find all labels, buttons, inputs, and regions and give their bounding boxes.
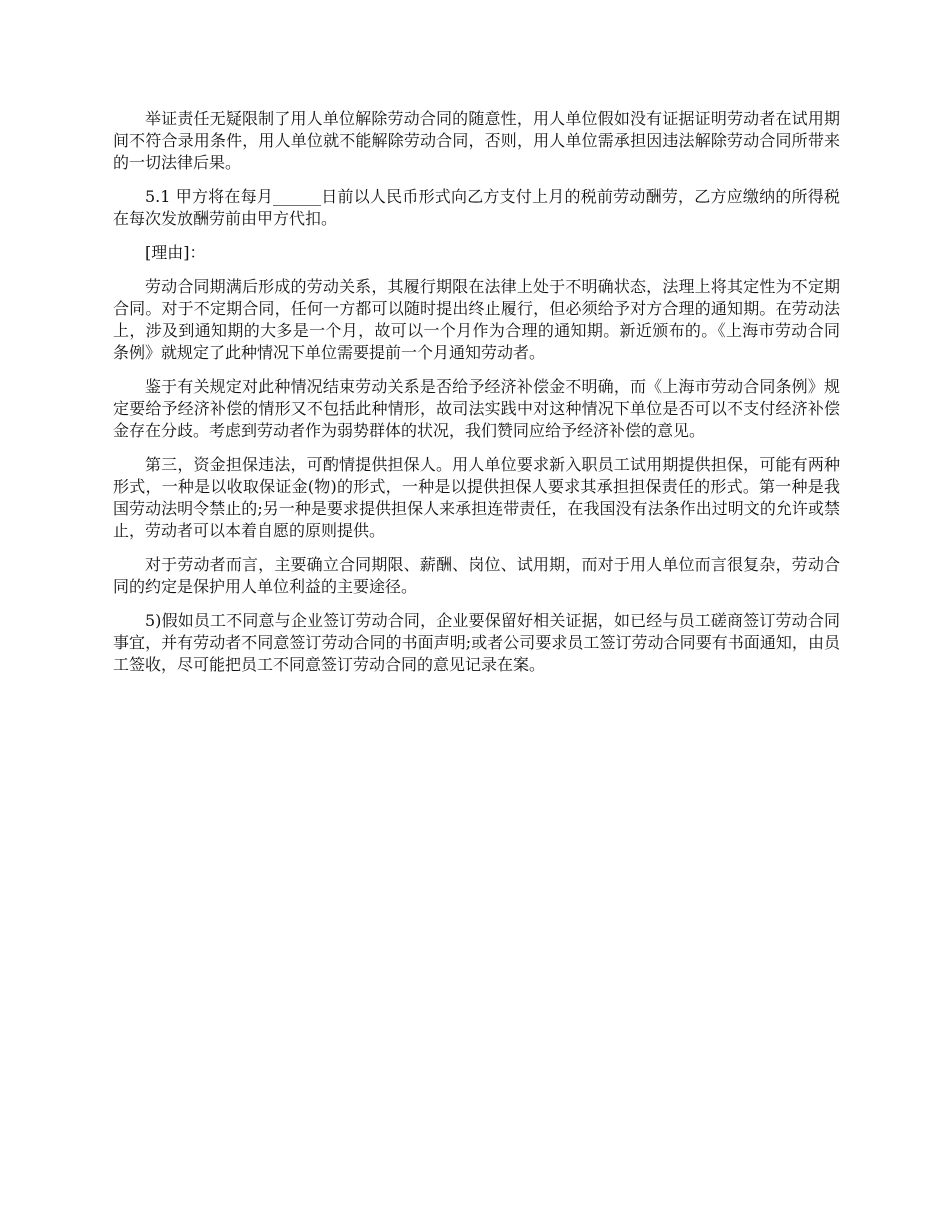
paragraph-indefinite-contract: 劳动合同期满后形成的劳动关系，其履行期限在法律上处于不明确状态，法理上将其定性为不定期合同。对于不定期合同，任何一方都可以随时提出终止履行，但必须给予对方合理的通知期。在劳动法上，涉及到通知期的大多是一个月，故可以一个月作为合理的通知期。新近颁布的。《上海市劳动合同条例》就规定了此种情况下单位需要提前一个月通知劳动者。	[113, 277, 840, 362]
paragraph-contract-terms: 对于劳动者而言，主要确立合同期限、薪酬、岗位、试用期，而对于用人单位而言很复杂，劳动合同的约定是保护用人单位利益的主要途径。	[113, 555, 840, 596]
document-body	[113, 108, 840, 688]
paragraph-guarantee: 第三，资金担保违法，可酌情提供担保人。用人单位要求新入职员工试用期提供担保，可能有两种形式，一种是以收取保证金(物)的形式，一种是以提供担保人要求其承担担保责任的形式。第一种是我国劳动法明令禁止的;另一种是要求提供担保人来承担连带责任，在我国没有法条作出过明文的允许或禁止，劳动者可以本着自愿的原则提供。	[113, 455, 840, 540]
paragraph-economic-compensation: 鉴于有关规定对此种情况结束劳动关系是否给予经济补偿金不明确，而《上海市劳动合同条例》规定要给予经济补偿的情形又不包括此种情形，故司法实践中对这种情况下单位是否可以不支付经济补偿金存在分歧。考虑到劳动者作为弱势群体的状况，我们赞同应给予经济补偿的意见。	[113, 377, 840, 440]
paragraph-refusal-evidence: 5)假如员工不同意与企业签订劳动合同，企业要保留好相关证据，如已经与员工磋商签订劳动合同事宜，并有劳动者不同意签订劳动合同的书面声明;或者公司要求员工签订劳动合同要有书面通知，由员工签收，尽可能把员工不同意签订劳动合同的意见记录在案。	[113, 611, 840, 674]
paragraph-burden-of-proof: 举证责任无疑限制了用人单位解除劳动合同的随意性，用人单位假如没有证据证明劳动者在试用期间不符合录用条件，用人单位就不能解除劳动合同，否则，用人单位需承担因违法解除劳动合同所带来的一切法律后果。	[113, 109, 840, 172]
paragraph-reason-heading: [理由]：	[145, 243, 206, 262]
paragraph-clause-5-1: 5.1 甲方将在每月______日前以人民币形式向乙方支付上月的税前劳动酬劳，乙方应缴纳的所得税在每次发放酬劳前由甲方代扣。	[113, 187, 840, 228]
